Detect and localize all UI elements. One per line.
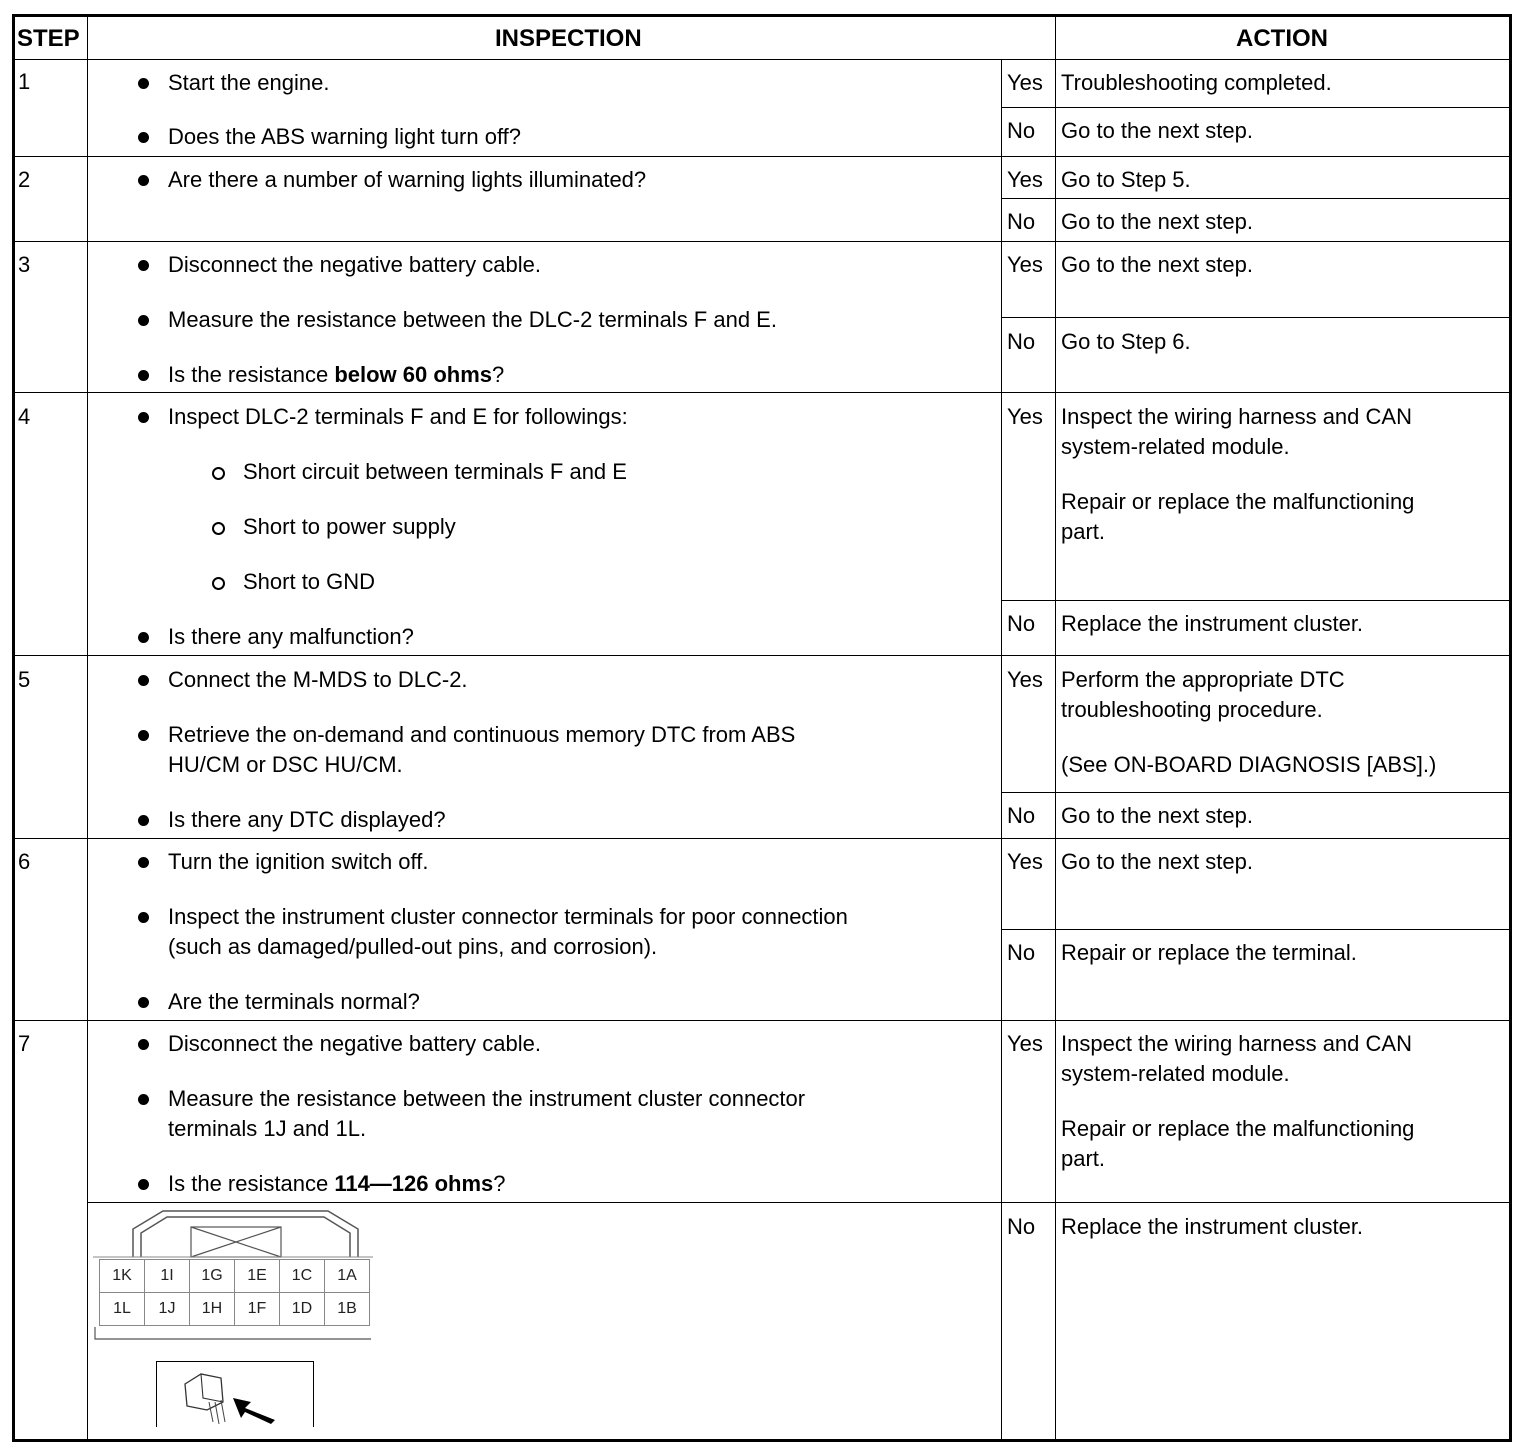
inspection-text: Start the engine. <box>168 70 330 95</box>
inspection-figure-divider <box>87 1202 1001 1203</box>
bullet-icon <box>138 997 149 1008</box>
bullet-icon <box>138 730 149 741</box>
step-number: 5 <box>18 667 31 692</box>
yes-label: Yes <box>1007 404 1043 429</box>
yes-label: Yes <box>1007 252 1043 277</box>
header-action: ACTION <box>1236 25 1328 52</box>
action-text: troubleshooting procedure. <box>1061 697 1323 722</box>
connector-pin: 1H <box>190 1293 235 1326</box>
no-label: No <box>1007 940 1036 965</box>
action-text: system-related module. <box>1061 1061 1290 1086</box>
yes-label: Yes <box>1007 70 1043 95</box>
bullet-icon <box>138 632 149 643</box>
step-number: 2 <box>18 167 31 192</box>
inspection-text: Are the terminals normal? <box>168 989 420 1014</box>
connector-pin: 1I <box>145 1260 190 1293</box>
connector-pin: 1A <box>325 1260 370 1293</box>
yes-label: Yes <box>1007 1031 1043 1056</box>
bullet-icon <box>138 1094 149 1105</box>
yes-no-divider <box>1001 929 1509 930</box>
header-step: STEP <box>17 25 80 52</box>
action-text: system-related module. <box>1061 434 1290 459</box>
header-inspection: INSPECTION <box>495 25 642 52</box>
connector-pin: 1G <box>190 1260 235 1293</box>
header-divider <box>15 59 1509 60</box>
sub-bullet-icon <box>212 577 225 590</box>
row-divider <box>15 392 1509 393</box>
bullet-icon <box>138 675 149 686</box>
no-label: No <box>1007 803 1036 828</box>
connector-wiring-icon <box>93 1207 393 1267</box>
bullet-icon <box>138 78 149 89</box>
action-text: part. <box>1061 519 1106 544</box>
connector-pin: 1K <box>100 1260 145 1293</box>
bullet-icon <box>138 1179 149 1190</box>
no-label: No <box>1007 1214 1036 1239</box>
bullet-icon <box>138 315 149 326</box>
inspection-text: Retrieve the on-demand and continuous memory DTC from ABS <box>168 722 796 747</box>
action-text: Repair or replace the malfunctioning <box>1061 1116 1415 1141</box>
action-text: Go to Step 5. <box>1061 167 1191 192</box>
connector-pin: 1E <box>235 1260 280 1293</box>
bullet-icon <box>138 370 149 381</box>
connector-bracket-icon <box>93 1327 393 1347</box>
action-text: Go to the next step. <box>1061 209 1254 234</box>
inspection-text: Measure the resistance between the DLC-2 terminals F and E. <box>168 307 777 332</box>
action-text: Go to the next step. <box>1061 849 1254 874</box>
inspection-text: Does the ABS warning light turn off? <box>168 124 522 149</box>
yes-no-divider <box>1001 1202 1509 1203</box>
connector-pin: 1C <box>280 1260 325 1293</box>
no-label: No <box>1007 611 1036 636</box>
action-text: Inspect the wiring harness and CAN <box>1061 404 1412 429</box>
inspection-text: Are there a number of warning lights illuminated? <box>168 167 647 192</box>
connector-pin-table <box>99 1259 370 1326</box>
action-text: Go to the next step. <box>1061 118 1254 143</box>
step-number: 7 <box>18 1031 31 1056</box>
inspection-text: HU/CM or DSC HU/CM. <box>168 752 403 777</box>
step-number: 1 <box>18 69 31 94</box>
step-number: 4 <box>18 404 31 429</box>
connector-diagram <box>93 1207 393 1427</box>
bullet-icon <box>138 815 149 826</box>
bullet-icon <box>138 412 149 423</box>
action-text: Repair or replace the terminal. <box>1061 940 1357 965</box>
no-label: No <box>1007 118 1036 143</box>
row-divider <box>15 241 1509 242</box>
yes-label: Yes <box>1007 849 1043 874</box>
row-divider <box>15 655 1509 656</box>
connector-pin: 1F <box>235 1293 280 1326</box>
action-text: part. <box>1061 1146 1106 1171</box>
row-divider <box>15 1020 1509 1021</box>
bullet-icon <box>138 1039 149 1050</box>
connector-pin: 1D <box>280 1293 325 1326</box>
inspection-text: Inspect the instrument cluster connector terminals for poor connection <box>168 904 848 929</box>
inspection-text: Is the resistance below 60 ohms? <box>168 362 505 387</box>
col-divider-action <box>1055 17 1056 1439</box>
bullet-icon <box>138 175 149 186</box>
yes-label: Yes <box>1007 167 1043 192</box>
bullet-icon <box>138 857 149 868</box>
step-number: 3 <box>18 252 31 277</box>
action-text: Replace the instrument cluster. <box>1061 1214 1364 1239</box>
bullet-icon <box>138 132 149 143</box>
action-text: Inspect the wiring harness and CAN <box>1061 1031 1412 1056</box>
inspection-text: (such as damaged/pulled-out pins, and corrosion). <box>168 934 658 959</box>
col-divider-step <box>87 17 88 1439</box>
action-text: Troubleshooting completed. <box>1061 70 1332 95</box>
action-text: Go to the next step. <box>1061 803 1254 828</box>
connector-pin: 1B <box>325 1293 370 1326</box>
no-label: No <box>1007 209 1036 234</box>
yes-no-divider <box>1001 198 1509 199</box>
yes-no-divider <box>1001 107 1509 108</box>
action-text: (See ON-BOARD DIAGNOSIS [ABS].) <box>1061 752 1437 777</box>
row-divider <box>15 838 1509 839</box>
connector-pin: 1L <box>100 1293 145 1326</box>
inspection-text: Is the resistance 114—126 ohms? <box>168 1171 506 1196</box>
action-text: Go to Step 6. <box>1061 329 1191 354</box>
inspection-text: terminals 1J and 1L. <box>168 1116 367 1141</box>
inspection-subitem: Short circuit between terminals F and E <box>243 459 627 484</box>
yes-no-divider <box>1001 792 1509 793</box>
inspection-text: Inspect DLC-2 terminals F and E for followings: <box>168 404 628 429</box>
action-text: Go to the next step. <box>1061 252 1254 277</box>
inspection-text: Connect the M-MDS to DLC-2. <box>168 667 468 692</box>
action-text: Repair or replace the malfunctioning <box>1061 489 1415 514</box>
inspection-subitem: Short to GND <box>243 569 376 594</box>
row-divider <box>15 156 1509 157</box>
no-label: No <box>1007 329 1036 354</box>
bullet-icon <box>138 260 149 271</box>
sub-bullet-icon <box>212 467 225 480</box>
action-text: Perform the appropriate DTC <box>1061 667 1345 692</box>
sub-bullet-icon <box>212 522 225 535</box>
connector-plug-arrow-icon <box>157 1362 313 1426</box>
inspection-text: Disconnect the negative battery cable. <box>168 252 542 277</box>
step-number: 6 <box>18 849 31 874</box>
yes-label: Yes <box>1007 667 1043 692</box>
action-text: Replace the instrument cluster. <box>1061 611 1364 636</box>
inspection-text: Turn the ignition switch off. <box>168 849 429 874</box>
troubleshooting-table <box>12 14 1512 1442</box>
inspection-text: Disconnect the negative battery cable. <box>168 1031 542 1056</box>
inspection-text: Measure the resistance between the instrument cluster connector <box>168 1086 806 1111</box>
inspection-subitem: Short to power supply <box>243 514 456 539</box>
bullet-icon <box>138 912 149 923</box>
yes-no-divider <box>1001 600 1509 601</box>
connector-view-icon <box>156 1361 314 1427</box>
connector-pin: 1J <box>145 1293 190 1326</box>
inspection-text: Is there any DTC displayed? <box>168 807 446 832</box>
col-divider-yesno <box>1001 59 1002 1439</box>
inspection-text: Is there any malfunction? <box>168 624 414 649</box>
yes-no-divider <box>1001 317 1509 318</box>
